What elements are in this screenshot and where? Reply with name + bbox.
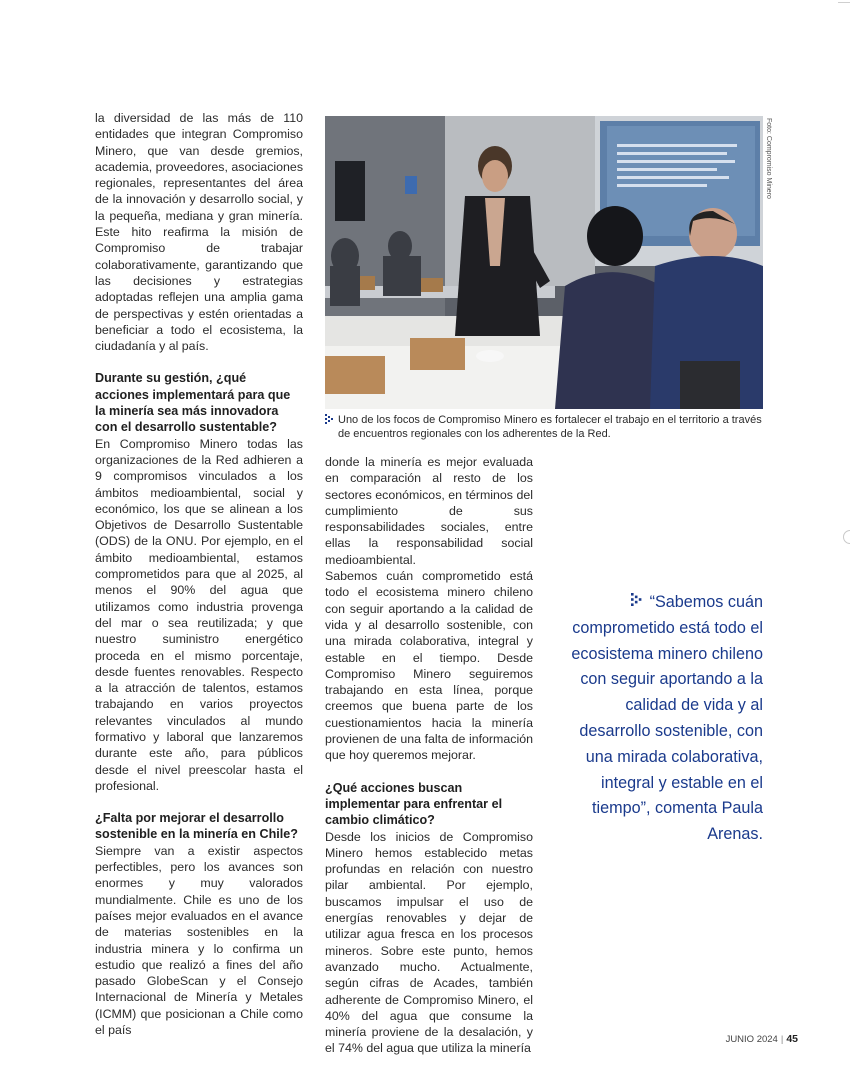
quote-text: “Sabemos cuán comprometido está todo el ecosistema minero chileno con seguir aportando a la calidad de vida y al desarrollo sostenible, con una mirada colaborativa, integral y estable en el tiempo”, comenta Paula Arenas. [571,593,763,844]
page-number: 45 [786,1033,798,1045]
crop-mark [838,2,850,3]
text-column-left [95,110,303,1038]
dotted-arrow-icon [631,593,644,606]
photo-illustration [325,116,763,409]
pull-quote [570,590,763,848]
paragraph: Siempre van a existir aspectos perfectibles, pero los avances son enormes y muy valorados mundialmente. Chile es uno de los países mejor evaluados en el avance de materias sostenibles en la industria minera y lo confirma un estudio que realizó a fines del año pasado GlobeScan y el Consejo Internacional de Minería y Metales (ICMM) que posicionan a Chile como el país [95,843,303,1038]
page-footer [700,1033,798,1045]
question-heading: ¿Falta por mejorar el desarrollo sostenible en la minería en Chile? [95,811,298,842]
paragraph: la diversidad de las más de 110 entidades que integran Compromiso Minero, que van desde gremios, academia, proveedores, asociaciones regionales, representantes del área de la innovación y desarrollo social, y la pequeña, mediana y gran minería. Este hito reafirma la misión de Compromiso de trabajar colaborativamente, garantizando que las decisiones y estrategias adoptadas reflejen una amplia gama de perspectivas y estén orientadas a beneficiar a todo el ecosistema, la ciudadanía y al país. [95,111,304,354]
footer-divider: | [780,1034,784,1045]
event-photo [325,116,763,409]
text-column-middle [325,454,533,1057]
registration-mark [843,530,850,544]
paragraph: Desde los inicios de Compromiso Minero hemos establecido metas profundas en relación con nuestro pilar ambiental. Por ejemplo, buscamos impulsar el uso de energías renovables y dejar de utilizar agua fresca en los procesos mineros. Sobre este punto, hemos avanzado mucho. Actualmente, según cifras de Acades, también adherente de Compromiso Minero, el 40% del agua que consume la minería proviene de la desalación, y el 74% del agua que utiliza la minería [325,829,533,1056]
question-heading: Durante su gestión, ¿qué acciones implementará para que la minería sea más innovadora con el desarrollo sustentable? [95,371,291,435]
photo-caption [325,413,765,441]
paragraph: Sabemos cuán comprometido está todo el ecosistema minero chileno con seguir aportando a la calidad de vida y al desarrollo sostenible, con una mirada colaborativa, integral y estable en el tiempo. Desde Compromiso Minero seguiremos trabajando en esta línea, porque creemos que buena parte de los cuestionamientos hacia la minería provienen de una falta de información que hoy queremos mejorar. [325,569,533,763]
photo-credit: Foto: Compromiso Minero [765,118,772,199]
dotted-arrow-icon [325,414,335,424]
question-heading: ¿Qué acciones buscan implementar para enfrentar el cambio climático? [325,780,503,828]
caption-text: Uno de los focos de Compromiso Minero es fortalecer el trabajo en el territorio a través de encuentros regionales con los adherentes de la Red. [338,414,762,440]
paragraph: En Compromiso Minero todas las organizaciones de la Red adhieren a 9 compromisos vinculados a los ámbitos medioambiental, social y económico, los que se alinean a los Objetivos de Desarrollo Sustentable (ODS) de la ONU. Por ejemplo, en el ámbito medioambiental, estamos comprometidos para que al 2025, al menos el 90% del agua que utilizamos como industria provenga del mar o sea reutilizada; y que nuestro suministro energético proceda en el mismo porcentaje, desde fuentes renovables. Respecto a la atracción de talentos, estamos trabajando en varios proyectos relevantes vinculados al mundo formativo y laboral que lanzaremos durante este año, para públicos desde el nivel preescolar hasta el profesional. [95,436,303,793]
paragraph: donde la minería es mejor evaluada en comparación al resto de los sectores económicos, en términos del cumplimiento de sus responsabilidades sociales, entre ellas la responsabilidad social medioambiental. [325,455,533,567]
issue-date: JUNIO 2024 [725,1034,778,1045]
